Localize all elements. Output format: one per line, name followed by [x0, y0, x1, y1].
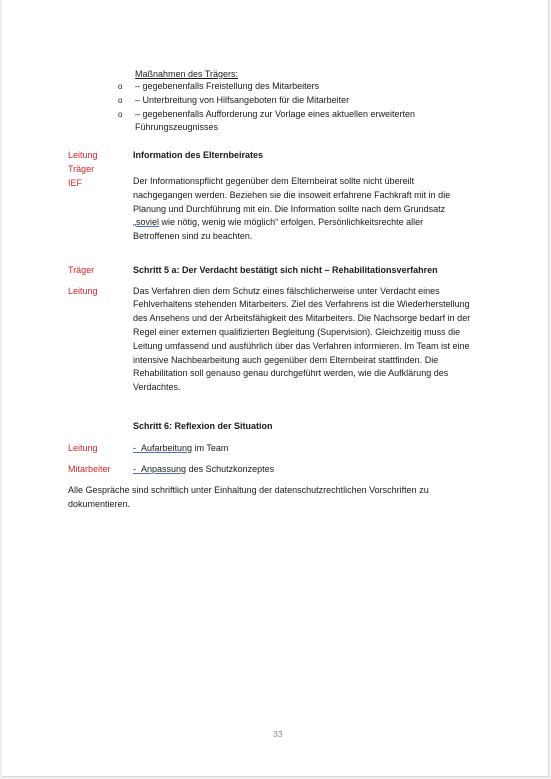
measures-heading: Maßnahmen des Trägers:	[135, 69, 239, 79]
document-page	[2, 0, 549, 777]
role-label-traeger: Träger	[68, 164, 95, 174]
page-number: 33	[273, 729, 283, 739]
closing-line: dokumentieren.	[68, 499, 131, 509]
reflection-item	[133, 441, 228, 455]
paragraph-line	[133, 215, 423, 229]
bullet-item: – Unterbreitung von Hilfsangeboten für die Mitarbeiter	[135, 95, 350, 105]
paragraph-line: Betroffenen sind zu beachten.	[133, 231, 253, 241]
paragraph-line: des Ansehens und der Arbeitsfähigkeit des Mitarbeiters. Die Nachsorge bedarf in der	[133, 313, 471, 323]
paragraph-line: Rehabilitation soll genauso genau durchgeführt werden, wie die Aufklärung des	[133, 368, 449, 378]
dash-marker: -	[133, 464, 136, 474]
paragraph-line: Leitung umfassend und ausführlich über das Verfahren informieren. Im Team ist eine	[133, 341, 470, 351]
reflection-item	[133, 462, 274, 476]
role-label-mitarbeiter: Mitarbeiter	[68, 464, 111, 474]
role-label-ief: IEF	[68, 178, 83, 188]
bullet-marker: o	[118, 82, 123, 91]
reflection-text: des Schutzkonzeptes	[186, 464, 275, 474]
role-label-leitung: Leitung	[68, 286, 98, 296]
bullet-item: – gegebenenfalls Freistellung des Mitarbeiters	[135, 81, 320, 91]
paragraph-line: Verdachtes.	[133, 382, 181, 392]
bullet-item-continuation: Führungszeugnisses	[135, 122, 219, 132]
dash-marker: -	[133, 443, 136, 453]
spellcheck-word: Aufarbeitung	[141, 443, 193, 453]
closing-line: Alle Gespräche sind schriftlich unter Einhaltung der datenschutzrechtlichen Vorschriften zu	[68, 485, 429, 495]
paragraph-line: nachgegangen werden. Beziehen sie die insoweit erfahrene Fachkraft mit in die	[133, 190, 451, 200]
paragraph-line: Das Verfahren dien dem Schutz eines fälschlicherweise unter Verdacht eines	[133, 286, 440, 296]
bullet-marker: o	[118, 96, 123, 105]
bullet-marker: o	[118, 110, 123, 119]
paragraph-line: Der Informationspflicht gegenüber dem Elternbeirat sollte nicht übereilt	[133, 176, 415, 186]
section-title-step6: Schritt 6: Reflexion der Situation	[133, 421, 273, 431]
bullet-item: – gegebenenfalls Aufforderung zur Vorlage eines aktuellen erweiterten	[135, 109, 416, 119]
role-label-leitung: Leitung	[68, 150, 98, 160]
section-title-elternbeirat: Information des Elternbeirates	[133, 150, 264, 160]
spellcheck-word: soviel	[136, 217, 160, 227]
paragraph-line: Fehlverhaltens stehenden Mitarbeiters. Ziel des Verfahrens ist die Wiederherstellung	[133, 299, 470, 309]
paragraph-line: Regel einer externen qualifizierten Begleitung (Supervision). Gleichzeitig muss die	[133, 327, 461, 337]
role-label-leitung: Leitung	[68, 443, 98, 453]
paragraph-line: Planung und Durchführung mit ein. Die Information sollte nach dem Grundsatz	[133, 204, 446, 214]
spellcheck-word: Anpassung	[141, 464, 187, 474]
reflection-text: im Team	[192, 443, 229, 453]
section-title-step5a: Schritt 5 a: Der Verdacht bestätigt sich nicht – Rehabilitationsverfahren	[133, 265, 438, 275]
paragraph-text: wie nötig, wenig wie möglich“ erfolgen. Persönlichkeitsrechte aller	[159, 217, 424, 227]
paragraph-line: intensive Nachbearbeitung auch gegenüber dem Elternbeirat stattfinden. Die	[133, 355, 439, 365]
role-label-traeger: Träger	[68, 265, 95, 275]
quote-open: „	[133, 217, 136, 227]
